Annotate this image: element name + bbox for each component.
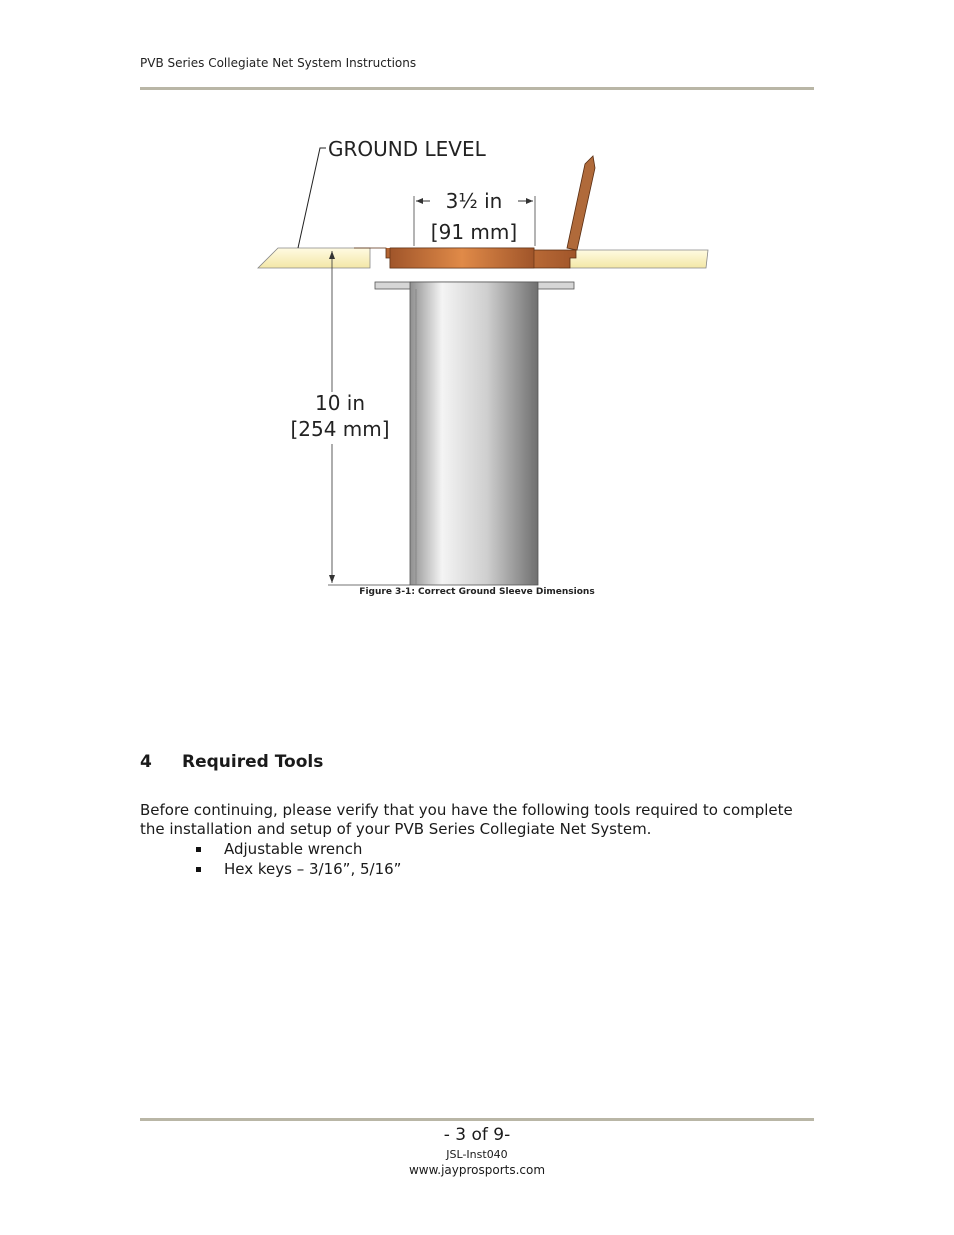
page-number: - 3 of 9- — [443, 1125, 511, 1145]
header-rule — [140, 87, 814, 90]
bullet-icon — [196, 847, 201, 852]
section-number: 4 — [140, 752, 152, 772]
website-link[interactable]: www.jayprosports.com — [408, 1163, 546, 1177]
section-title: Required Tools — [182, 752, 324, 772]
tool-list — [196, 840, 401, 880]
ground-level-label: GROUND LEVEL — [328, 137, 486, 161]
footer-rule — [140, 1118, 814, 1121]
document-id: JSL-Inst040 — [446, 1148, 508, 1161]
figure-caption: Figure 3-1: Correct Ground Sleeve Dimensions — [359, 587, 595, 597]
bullet-icon — [196, 867, 201, 872]
lid-stick — [567, 156, 595, 250]
list-item: Adjustable wrench — [196, 840, 401, 860]
depth-imperial-label: 10 in — [314, 391, 366, 415]
ground-leader — [298, 148, 326, 248]
section-intro: Before continuing, please verify that you have the following tools required to complete the installation and setup of your PVB Series Collegiate Net System. — [140, 801, 793, 838]
ground-sleeve-figure — [250, 128, 720, 592]
sleeve-tube — [410, 282, 538, 585]
depth-metric-label: [254 mm] — [290, 417, 390, 441]
header-title: PVB Series Collegiate Net System Instructions — [140, 56, 417, 70]
section-heading — [140, 752, 323, 772]
ground-left — [258, 248, 370, 268]
list-item: Hex keys – 3/16”, 5/16” — [196, 860, 401, 880]
ground-right — [560, 250, 708, 268]
width-imperial-label: 3½ in — [445, 189, 503, 213]
width-metric-label: [91 mm] — [430, 220, 518, 244]
